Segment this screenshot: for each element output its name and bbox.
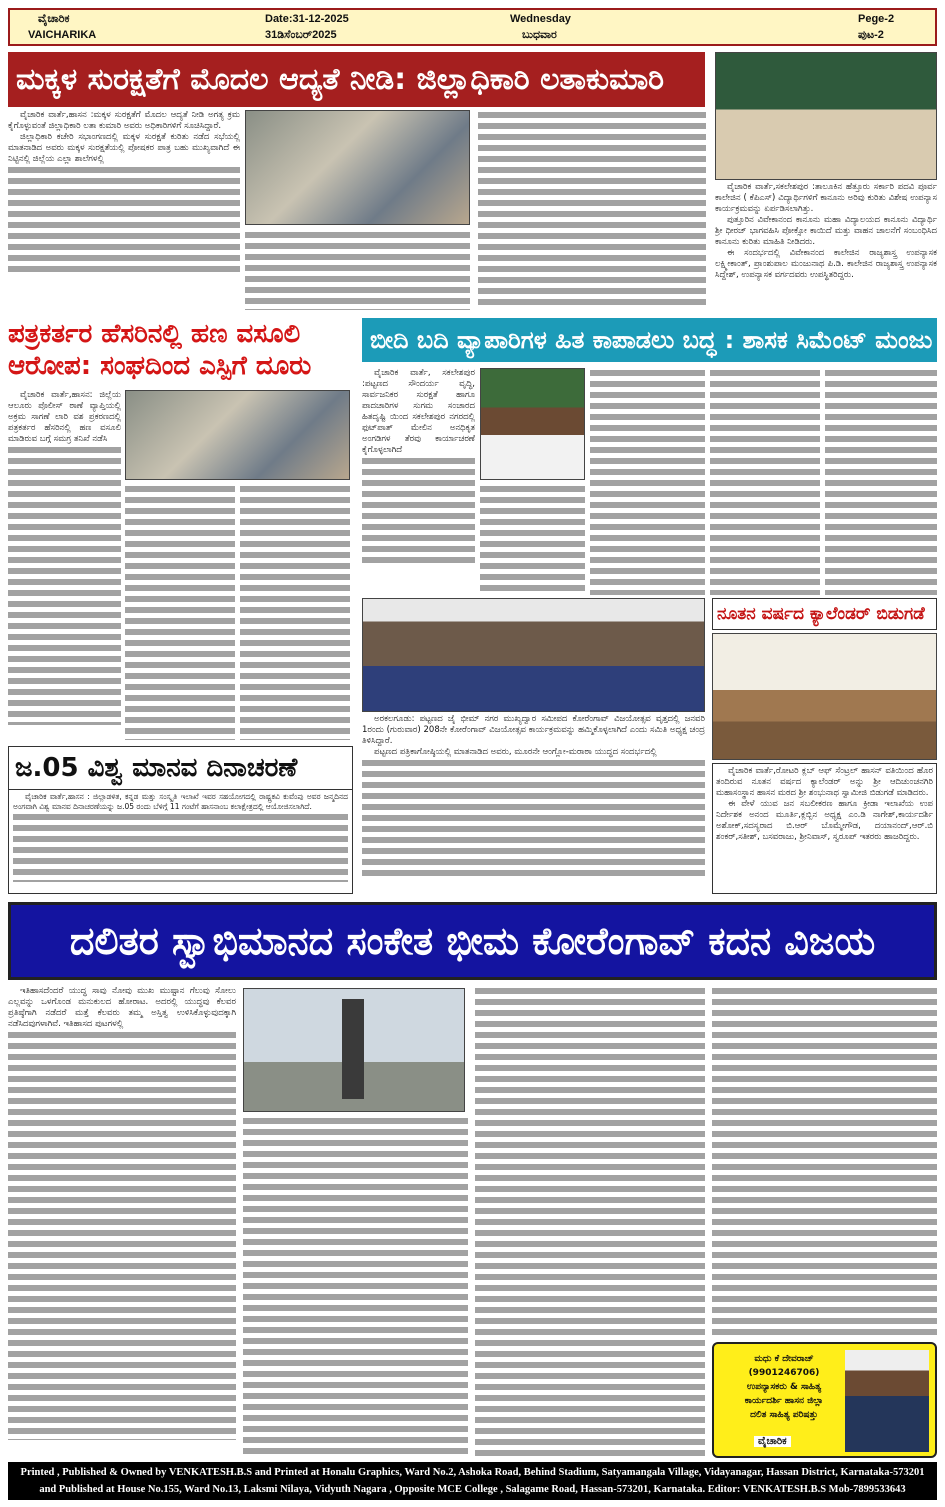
law-para: ಈ ಸಂದರ್ಭದಲ್ಲಿ ವಿವೇಕಾನಂದ ಕಾಲೇಜಿನ ರಾಜ್ಯಶಾಸ್ತ್ರ ಉಪನ್ಯಾಸಕ ಲಕ್ಷ್ಮೀಕಾಂತ್, ಪ್ರಾಂಶುಪಾಲ ಮಂಜುನಾಥ ಪಿ.ಡಿ. ಕಾಲೇಜಿನ ರಾಜ್ಯಶಾಸ್ತ್ರ ಉಪನ್ಯಾಸಕ ಸಿದ್ದೇಶ್, ಉಪನ್ಯಾಸಕ ವರ್ಗದವರು ಉಪಸ್ಥಿತರಿದ್ದರು. bbox=[715, 248, 937, 280]
street-vendors-body bbox=[362, 368, 475, 595]
victory-pillar-photo bbox=[243, 988, 465, 1112]
mla-portrait bbox=[480, 368, 585, 480]
poster-release-photo bbox=[362, 598, 705, 712]
body-text-filler bbox=[712, 986, 937, 1336]
body-text-filler bbox=[825, 368, 937, 595]
classroom-photo bbox=[715, 52, 937, 180]
author-box bbox=[712, 1342, 937, 1458]
complaint-photo bbox=[125, 390, 350, 480]
body-text-filler bbox=[8, 165, 240, 275]
humanity-day-box bbox=[8, 746, 353, 894]
body-text-filler bbox=[243, 1116, 468, 1456]
body-text-filler bbox=[125, 484, 235, 740]
imprint-line-1: Printed , Published & Owned by VENKATESH.B.S and Printed at Honalu Graphics, Ward No.2, Ashoka Road, Behind Stadium, Satyamangala Village, Vidayanagar, Hassan District, Karnataka-573201 bbox=[20, 1467, 925, 1478]
pillar-shape bbox=[342, 999, 364, 1099]
day-kn: ಬುಧವಾರ bbox=[522, 29, 557, 41]
body-text-filler bbox=[590, 368, 705, 595]
headline-humanity-day: ಜ.05 ವಿಶ್ವ ಮಾನವ ದಿನಾಚರಣೆ bbox=[9, 747, 352, 790]
koregaon-event-body bbox=[362, 714, 705, 894]
body-text-filler bbox=[240, 484, 350, 740]
body-text-filler bbox=[478, 110, 706, 310]
body-text-filler bbox=[362, 456, 475, 566]
calendar-para: ಈ ವೇಳೆ ಯುವ ಜನ ಸಬಲೀಕರಣ ಹಾಗೂ ಕ್ರೀಡಾ ಇಲಾಖೆಯ ಉಪ ನಿರ್ದೇಶಕ ಅನಂದ ಮೂರ್ತಿ,ಕ್ಲಬ್ಬಿನ ಅಧ್ಯಕ್ಷ ಎಂ.ಡಿ ನಾಗೇಶ್,ಕಾರ್ಯದರ್ಶಿ ಅಶೋಕ್,ಸದಸ್ಯರಾದ ಬಿ.ಆರ್ ಬೊಮ್ಮೇಗೌಡ, ದಯಾನಂದ್,ಆರ್.ಬಿ ಶಂಕರ್,ಸತೀಶ್, ಬಸವರಾಜು, ಶ್ರೀನಿವಾಸ್, ಸ್ವರೂಪ್ ಇತರರು ಹಾಜರಿದ್ದರು. bbox=[716, 799, 933, 842]
event-lead: ಅರಕಲಗೂಡು: ಪಟ್ಟಣದ ಜೈ ಭೀಮ್ ನಗರ ಮುಖ್ಯದ್ವಾರ ಸಮೀಪದ ಕೋರೆಂಗಾವ್ ವಿಜಯೋತ್ಸವ ವೃತ್ತದಲ್ಲಿ ಜನವರಿ 1ರಂದು (ಗುರುವಾರ) 208ನೇ ಕೋರೆಂಗಾವ್ ವಿಜಯೋತ್ಸವ ಕಾರ್ಯಕ್ರಮವನ್ನು ಹಮ್ಮಿಕೊಳ್ಳಲಾಗಿದೆ ಎಂದು ಸಮಿತಿ ಅಧ್ಯಕ್ಷ ಚಂದ್ರ ತಿಳಿಸಿದ್ದಾರೆ. bbox=[362, 714, 705, 746]
headline-koregaon-main: ದಲಿತರ ಸ್ವಾಭಿಮಾನದ ಸಂಕೇತ ಭೀಮ ಕೋರೆಂಗಾವ್ ಕದನ ವಿಜಯ bbox=[8, 902, 937, 980]
body-text-filler bbox=[13, 812, 348, 882]
author-role: ಕಾರ್ಯದರ್ಶಿ ಹಾಸನ ಜಿಲ್ಲಾ bbox=[744, 1396, 824, 1406]
author-name: ಮಧು ಕೆ ದೇವರಾಜ್ bbox=[754, 1354, 814, 1364]
day-en: Wednesday bbox=[510, 13, 571, 25]
law-para: ಪುತ್ತೂರಿನ ವಿವೇಕಾನಂದ ಕಾನೂನು ಮಹಾ ವಿದ್ಯಾಲಯದ ಕಾನೂನು ವಿದ್ಯಾರ್ಥಿ ಶ್ರೀ ಧೀರಜ್ ಭಾಗವಹಿಸಿ ಪೋಕ್ಸೋ ಕಾಯಿದೆ ಮತ್ತು ವಾಹನ ಚಾಲನೆಗೆ ಸಂಬಂಧಿಸಿದ ಕಾನೂನು ಕುರಿತು ಮಾಹಿತಿ ನೀಡಿದರು. bbox=[715, 215, 937, 247]
date-kn: 31ಡಿಸೆಂಬರ್2025 bbox=[265, 29, 337, 41]
masthead bbox=[8, 8, 937, 46]
headline-child-safety: ಮಕ್ಕಳ ಸುರಕ್ಷತೆಗೆ ಮೊದಲ ಆದ್ಯತೆ ನೀಡಿ: ಜಿಲ್ಲಾಧಿಕಾರಿ ಲತಾಕುಮಾರಿ bbox=[8, 52, 705, 107]
child-safety-para: ಜಿಲ್ಲಾಧಿಕಾರಿ ಕಚೇರಿ ಸಭಾಂಗಣದಲ್ಲಿ ಮಕ್ಕಳ ಸುರಕ್ಷತೆ ಕುರಿತು ನಡೆದ ಸಭೆಯಲ್ಲಿ ಮಾತನಾಡಿದ ಅವರು ಮಕ್ಕಳ ಸುರಕ್ಷತೆಯಲ್ಲಿ ಪೋಷಕರ ಪಾತ್ರ ಬಹು ಮುಖ್ಯವಾಗಿದೆ ಈ ನಿಟ್ಟಿನಲ್ಲಿ ಜಿಲ್ಲೆಯ ಎಲ್ಲಾ ಶಾಲೆಗಳಲ್ಲಿ bbox=[8, 132, 240, 164]
body-text-filler bbox=[245, 230, 470, 310]
paper-name-kn: ವೈಚಾರಿಕ bbox=[38, 13, 70, 25]
author-phone: (9901246706) bbox=[748, 1368, 820, 1378]
page-kn: ಪುಟ-2 bbox=[858, 29, 884, 41]
body-text-filler bbox=[475, 986, 705, 1456]
imprint-line-2: and Published at House No.155, Ward No.13, Laksmi Nilaya, Vidyuth Nagara , Opposite MCE College , Salagame Road, Hassan-573201, Karnataka. Editor: VENKATESH.B.S Mob-7899533643 bbox=[39, 1484, 906, 1495]
author-role: ಉಪನ್ಯಾಸಕರು & ಸಾಹಿತ್ಯ bbox=[746, 1382, 822, 1392]
body-text-filler bbox=[362, 758, 705, 878]
koregaon-main-body bbox=[8, 986, 236, 1456]
paper-name-en: VAICHARIKA bbox=[28, 29, 97, 41]
body-text-filler bbox=[480, 484, 585, 595]
calendar-release-photo bbox=[712, 633, 937, 760]
headline-street-vendors: ಬೀದಿ ಬದಿ ವ್ಯಾಪಾರಿಗಳ ಹಿತ ಕಾಪಾಡಲು ಬದ್ಧ : ಶಾಸಕ ಸಿಮೆಂಟ್ ಮಂಜು bbox=[362, 318, 937, 362]
body-text-filler bbox=[710, 368, 820, 595]
journalists-lead: ವೈಚಾರಿಕ ವಾರ್ತೆ,ಹಾಸನ: ಜಿಲ್ಲೆಯ ಆಲೂರು ಪೊಲೀಸ್ ಠಾಣೆ ವ್ಯಾಪ್ತಿಯಲ್ಲಿ ಅಕ್ರಮ ಸಾಗಣೆ ಲಾರಿ ವಶ ಪ್ರಕರಣದಲ್ಲಿ ಪತ್ರಕರ್ತರ ಹೆಸರಿನಲ್ಲಿ ಹಣ ವಸೂಲಿ ಮಾಡಿರುವ ಬಗ್ಗೆ ಸಮಗ್ರ ತನಿಖೆ ನಡೆಸಿ bbox=[8, 390, 121, 444]
vendors-lead: ವೈಚಾರಿಕ ವಾರ್ತೆ, ಸಕಲೇಶಪುರ :ಪಟ್ಟಣದ ಸೌಂದರ್ಯ ವೃದ್ಧಿ, ಸಾರ್ವಜನಿಕರ ಸುರಕ್ಷತೆ ಹಾಗೂ ಪಾದಚಾರಿಗಳ ಸುಗಮ ಸಂಚಾರದ ಹಿತದೃಷ್ಟಿ ಯಿಂದ ಸಕಲೇಶಪುರ ನಗರದಲ್ಲಿ ಫುಟ್‌ಪಾತ್ ಮೇಲಿನ ಅನಧಿಕೃತ ಅಂಗಡಿಗಳ ತೆರವು ಕಾರ್ಯಾಚರಣೆ ಕೈಗೊಳ್ಳಲಾಗಿದೆ bbox=[362, 368, 475, 455]
journalists-body bbox=[8, 390, 121, 740]
date-en: Date:31-12-2025 bbox=[265, 13, 349, 25]
headline-calendar: ನೂತನ ವರ್ಷದ ಕ್ಯಾಲೆಂಡರ್ ಬಿಡುಗಡೆ bbox=[712, 598, 937, 630]
page-en: Pege-2 bbox=[858, 13, 895, 25]
law-awareness-body bbox=[715, 182, 937, 310]
koregaon-lead: ಇತಿಹಾಸದೆಂದರೆ ಯುದ್ಧ ಸಾವು ನೋವು ಮುಖ ಮುಷ್ಟಾನ ಗೆಲುವು ಸೋಲು ಎಲ್ಲವನ್ನು ಒಳಗೊಂಡ ಮನುಕುಲದ ಹೋರಾಟ. ಅದರಲ್ಲಿ ಯುದ್ಧವು ಕೆಲವರ ಪ್ರತಿಷ್ಠೆಗಾಗಿ ನಡೆದರೆ ಮತ್ತೆ ಕೆಲವರು ತಮ್ಮ ಅಸ್ತಿತ್ವ ಉಳಿಸಿಕೊಳ್ಳುವುದಕ್ಕಾಗಿ ನಡೆಸಿದವುಗಳಾಗಿವೆ. ಇತಿಹಾಸದ ಪುಟಗಳಲ್ಲಿ bbox=[8, 986, 236, 1029]
humanity-day-body bbox=[9, 790, 352, 890]
imprint-footer bbox=[8, 1462, 937, 1500]
child-safety-lead: ವೈಚಾರಿಕ ವಾರ್ತೆ,ಹಾಸನ :ಮಕ್ಕಳ ಸುರಕ್ಷತೆಗೆ ಮೊದಲ ಆದ್ಯತೆ ನೀಡಿ ಅಗತ್ಯ ಕ್ರಮ ಕೈಗೊಳ್ಳುವಂತೆ ಜಿಲ್ಲಾಧಿಕಾರಿ ಲತಾ ಕುಮಾರಿ ಅವರು ಅಧಿಕಾರಿಗಳಿಗೆ ಸೂಚಿಸಿದ್ದಾರೆ. bbox=[8, 110, 240, 131]
calendar-body bbox=[712, 763, 937, 894]
author-details bbox=[720, 1352, 848, 1422]
calendar-lead: ವೈಚಾರಿಕ ವಾರ್ತೆ,ರೋಟರಿ ಕ್ಲಬ್ ಆಫ್ ಸೆಂಟ್ರಲ್ ಹಾಸನ್ ವತಿಯಿಂದ ಹೊರ ತಂದಿರುವ ನೂತನ ವರ್ಷದ ಕ್ಯಾಲೆಂಡರ್ ಅನ್ನು ಶ್ರೀ ಆದಿಚುಂಚನಗಿರಿ ಮಹಾಸಂಸ್ಥಾನ ಹಾಸನ ಮಠದ ಶ್ರೀ ಶಂಭುನಾಥ ಸ್ವಾಮೀಜಿ ಬಿಡುಗಡೆ ಮಾಡಿದರು. bbox=[716, 766, 933, 798]
headline-journalists: ಪತ್ರಕರ್ತರ ಹೆಸರಿನಲ್ಲಿ ಹಣ ವಸೂಲಿ ಆರೋಪ: ಸಂಘದಿಂದ ಎಸ್ಪಿಗೆ ದೂರು bbox=[8, 319, 312, 381]
humanity-lead: ವೈಚಾರಿಕ ವಾರ್ತೆ,ಹಾಸನ : ಜಿಲ್ಲಾಡಳಿತ, ಕನ್ನಡ ಮತ್ತು ಸಂಸ್ಕೃತಿ ಇಲಾಖೆ ಇವರ ಸಹಯೋಗದಲ್ಲಿ ರಾಷ್ಟ್ರಕವಿ ಕುವೆಂಪು ಅವರ ಜನ್ಮದಿನದ ಅಂಗವಾಗಿ ವಿಶ್ವ ಮಾನವ ದಿನಾಚರಣೆಯನ್ನು ಜ.05 ರಂದು ಬೆಳಿಗ್ಗೆ 11 ಗಂಟೆಗೆ ಹಾಸನಾಂಬ ಕಲಾಕ್ಷೇತ್ರದಲ್ಲಿ ಆಯೋಜಿಸಲಾಗಿದೆ. bbox=[13, 792, 348, 811]
child-safety-body bbox=[8, 110, 240, 310]
author-org: ದಲಿತ ಸಾಹಿತ್ಯ ಪರಿಷತ್ತು bbox=[750, 1410, 818, 1420]
author-portrait bbox=[845, 1350, 929, 1452]
body-text-filler bbox=[8, 445, 121, 725]
event-para: ಪಟ್ಟಣದ ಪತ್ರಿಕಾಗೋಷ್ಠಿಯಲ್ಲಿ ಮಾತನಾಡಿದ ಅವರು, ಮೂರನೇ ಆಂಗ್ಲೋ-ಮರಾಠಾ ಯುದ್ಧದ ಸಂದರ್ಭದಲ್ಲಿ bbox=[374, 747, 657, 757]
law-lead: ವೈಚಾರಿಕ ವಾರ್ತೆ,ಸಕಲೇಶಪುರ :ತಾಲೂಕಿನ ಹೆತ್ತೂರು ಸರ್ಕಾರಿ ಪದವಿ ಪೂರ್ವ ಕಾಲೇಜಿನ ( ಕೆಪಿಎಸ್) ವಿದ್ಯಾರ್ಥಿಗಳಿಗೆ ಕಾನೂನು ಅರಿವು ಕುರಿತು ವಿಶೇಷ ಉಪನ್ಯಾಸ ಕಾರ್ಯಕ್ರಮವನ್ನು ಏರ್ಪಡಿಸಲಾಗಿತ್ತು. bbox=[715, 182, 937, 214]
vaicharika-logo: ವೈಚಾರಿಕ bbox=[754, 1436, 791, 1447]
meeting-photo bbox=[245, 110, 470, 225]
body-text-filler bbox=[8, 1030, 236, 1440]
